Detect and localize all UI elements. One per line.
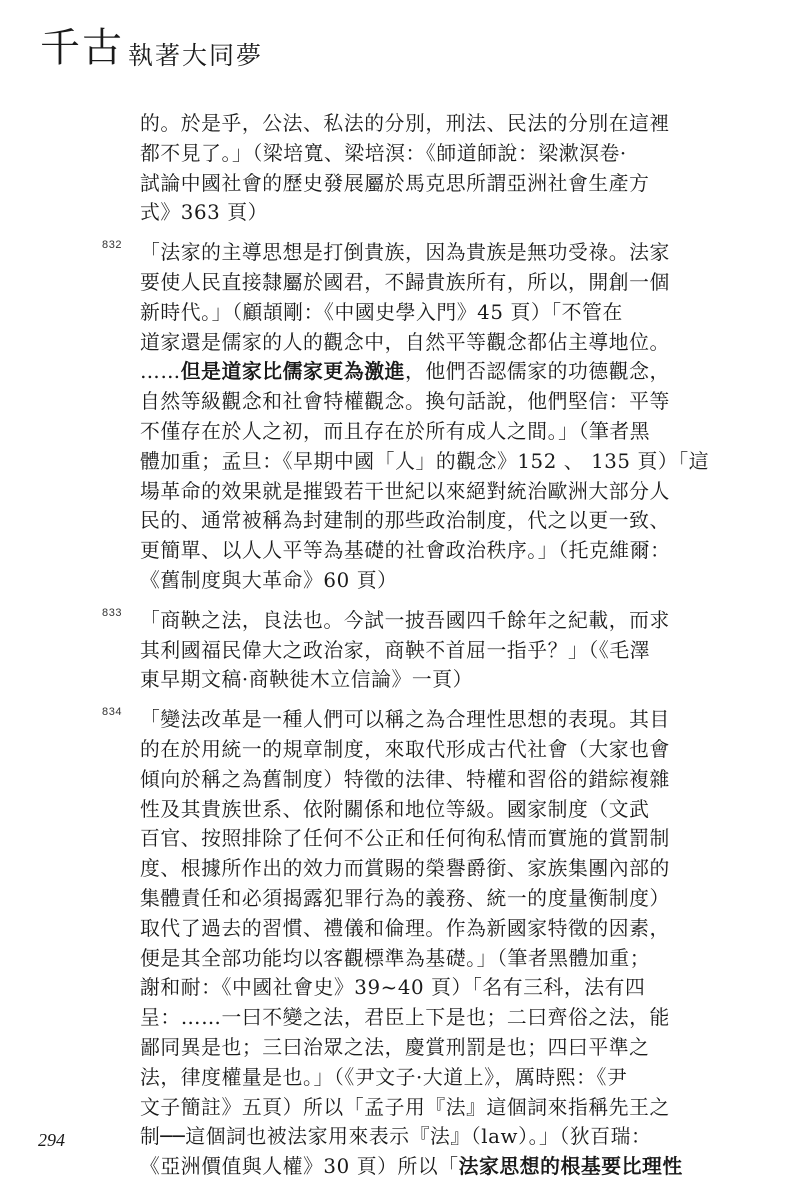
text-line <box>140 387 676 417</box>
text-segment: 更簡單、以人人平等為基礎的社會政治秩序。」（托克維爾： <box>140 539 671 563</box>
text-line <box>140 973 676 1003</box>
text-segment: 都不見了。」（梁培寬、梁培溟：《師道師說：梁漱溟卷· <box>140 141 627 165</box>
text-segment: 東早期文稿·商鞅徙木立信論》一頁） <box>140 668 473 692</box>
text-line <box>140 536 676 566</box>
text-line <box>140 477 676 507</box>
text-line <box>140 854 676 884</box>
text-segment: 「商鞅之法，良法也。今試一披吾國四千餘年之紀載，而求 <box>140 608 670 632</box>
text-segment: 制──這個詞也被法家用來表示『法』（law）。」（狄百瑞： <box>140 1125 652 1149</box>
bold-text: 但是道家比儒家更為激進 <box>180 359 405 384</box>
text-line <box>140 665 676 695</box>
text-segment: 百官、按照排除了任何不公正和任何徇私情而實施的賞罰制 <box>140 827 670 851</box>
text-line <box>140 606 676 636</box>
paragraph <box>102 606 676 695</box>
text-segment: 性及其貴族世系、依附關係和地位等級。國家制度（文武 <box>140 797 650 821</box>
paragraph <box>140 109 676 228</box>
text-line <box>140 357 676 387</box>
text-segment: 取代了過去的習慣、禮儀和倫理。作為新國家特徵的因素， <box>140 916 670 940</box>
text-segment: 式》363 頁） <box>140 201 268 225</box>
text-line <box>140 1093 676 1123</box>
text-segment: 試論中國社會的歷史發展屬於馬克思所謂亞洲社會生產方 <box>140 171 650 195</box>
text-segment: 度、根據所作出的效力而賞賜的榮譽爵銜、家族集團內部的 <box>140 857 670 881</box>
text-segment: ，他們否認儒家的功德觀念， <box>404 360 670 384</box>
text-segment: 呈：……一曰不變之法，君臣上下是也；二曰齊俗之法，能 <box>140 1006 670 1030</box>
header-title-large: 千古 <box>40 25 124 71</box>
text-line <box>140 765 676 795</box>
text-line <box>140 566 676 596</box>
text-segment: 不僅存在於人之初，而且存在於所有成人之間。」（筆者黑 <box>140 419 651 443</box>
footnote-marker: 833 <box>102 606 123 619</box>
text-segment: 新時代。」（顧頡剛：《中國史學入門》45 頁）「不管在 <box>140 300 623 324</box>
text-line <box>140 1003 676 1033</box>
text-line <box>140 1033 676 1063</box>
header-title-small: 執著大同夢 <box>128 41 264 70</box>
paragraph <box>102 238 710 596</box>
page-body <box>102 109 710 1192</box>
text-line <box>140 169 676 199</box>
text-segment: 「法家的主導思想是打倒貴族，因為貴族是無功受祿。法家 <box>140 241 670 265</box>
text-line <box>140 447 710 477</box>
text-segment: 《舊制度與大革命》60 頁） <box>140 568 398 592</box>
text-segment: 傾向於稱之為舊制度）特徵的法律、特權和習俗的錯綜複雜 <box>140 767 670 791</box>
text-segment: 「變法改革是一種人們可以稱之為合理性思想的表現。其目 <box>140 708 670 732</box>
text-line <box>140 417 676 447</box>
text-line <box>140 914 676 944</box>
footnote-marker: 832 <box>102 239 123 252</box>
text-line <box>140 298 676 328</box>
text-line <box>140 1152 683 1182</box>
text-segment: 其利國福民偉大之政治家，商鞅不首屈一指乎？」（《毛澤 <box>140 638 651 662</box>
text-segment: 體加重；孟旦：《早期中國「人」的觀念》152 、 135 頁）「這 <box>140 449 710 473</box>
text-segment: 鄙同異是也；三曰治眾之法，慶賞刑罰是也；四曰平準之 <box>140 1035 650 1059</box>
text-line <box>140 139 676 169</box>
text-segment: 要使人民直接隸屬於國君，不歸貴族所有，所以，開創一個 <box>140 270 670 294</box>
text-line <box>140 1063 676 1093</box>
text-line <box>140 238 676 268</box>
text-segment: …… <box>140 360 181 384</box>
text-segment: 的在於用統一的規章制度，來取代形成古代社會（大家也會 <box>140 737 670 761</box>
text-segment: 謝和耐：《中國社會史》39~40 頁）「名有三科，法有四 <box>140 976 646 1000</box>
text-line <box>140 1122 676 1152</box>
text-line <box>140 705 676 735</box>
text-segment: 的。於是乎，公法、私法的分別，刑法、民法的分別在這裡 <box>140 112 670 135</box>
text-segment: 《亞洲價值與人權》30 頁）所以「 <box>140 1155 459 1179</box>
page-number: 294 <box>38 1130 65 1150</box>
text-line <box>140 884 676 914</box>
text-line <box>140 944 676 974</box>
bold-text: 法家思想的根基要比理性 <box>458 1154 683 1179</box>
text-segment: 集體責任和必須揭露犯罪行為的義務、統一的度量衡制度） <box>140 886 670 910</box>
text-line <box>140 636 676 666</box>
text-segment: 自然等級觀念和社會特權觀念。換句話說，他們堅信：平等 <box>140 390 670 414</box>
text-line <box>140 268 676 298</box>
text-line <box>140 824 676 854</box>
text-line <box>140 328 676 358</box>
text-segment: 便是其全部功能均以客觀標準為基礎。」（筆者黑體加重； <box>140 946 651 970</box>
text-line <box>140 795 676 825</box>
text-segment: 民的、通常被稱為封建制的那些政治制度，代之以更一致、 <box>140 509 670 533</box>
text-segment: 場革命的效果就是摧毀若干世紀以來絕對統治歐洲大部分人 <box>140 479 670 503</box>
text-segment: 法，律度權量是也。」（《尹文子·大道上》，厲時熙：《尹 <box>140 1065 628 1089</box>
text-segment: 文子簡註》五頁）所以「孟子用『法』這個詞來指稱先王之 <box>140 1095 670 1119</box>
text-line <box>140 109 676 139</box>
running-header <box>40 25 264 71</box>
text-segment: 道家還是儒家的人的觀念中，自然平等觀念都佔主導地位。 <box>140 330 670 354</box>
text-line <box>140 506 676 536</box>
paragraph <box>102 705 683 1182</box>
text-line <box>140 735 676 765</box>
text-line <box>140 198 676 228</box>
footnote-marker: 834 <box>102 706 123 719</box>
